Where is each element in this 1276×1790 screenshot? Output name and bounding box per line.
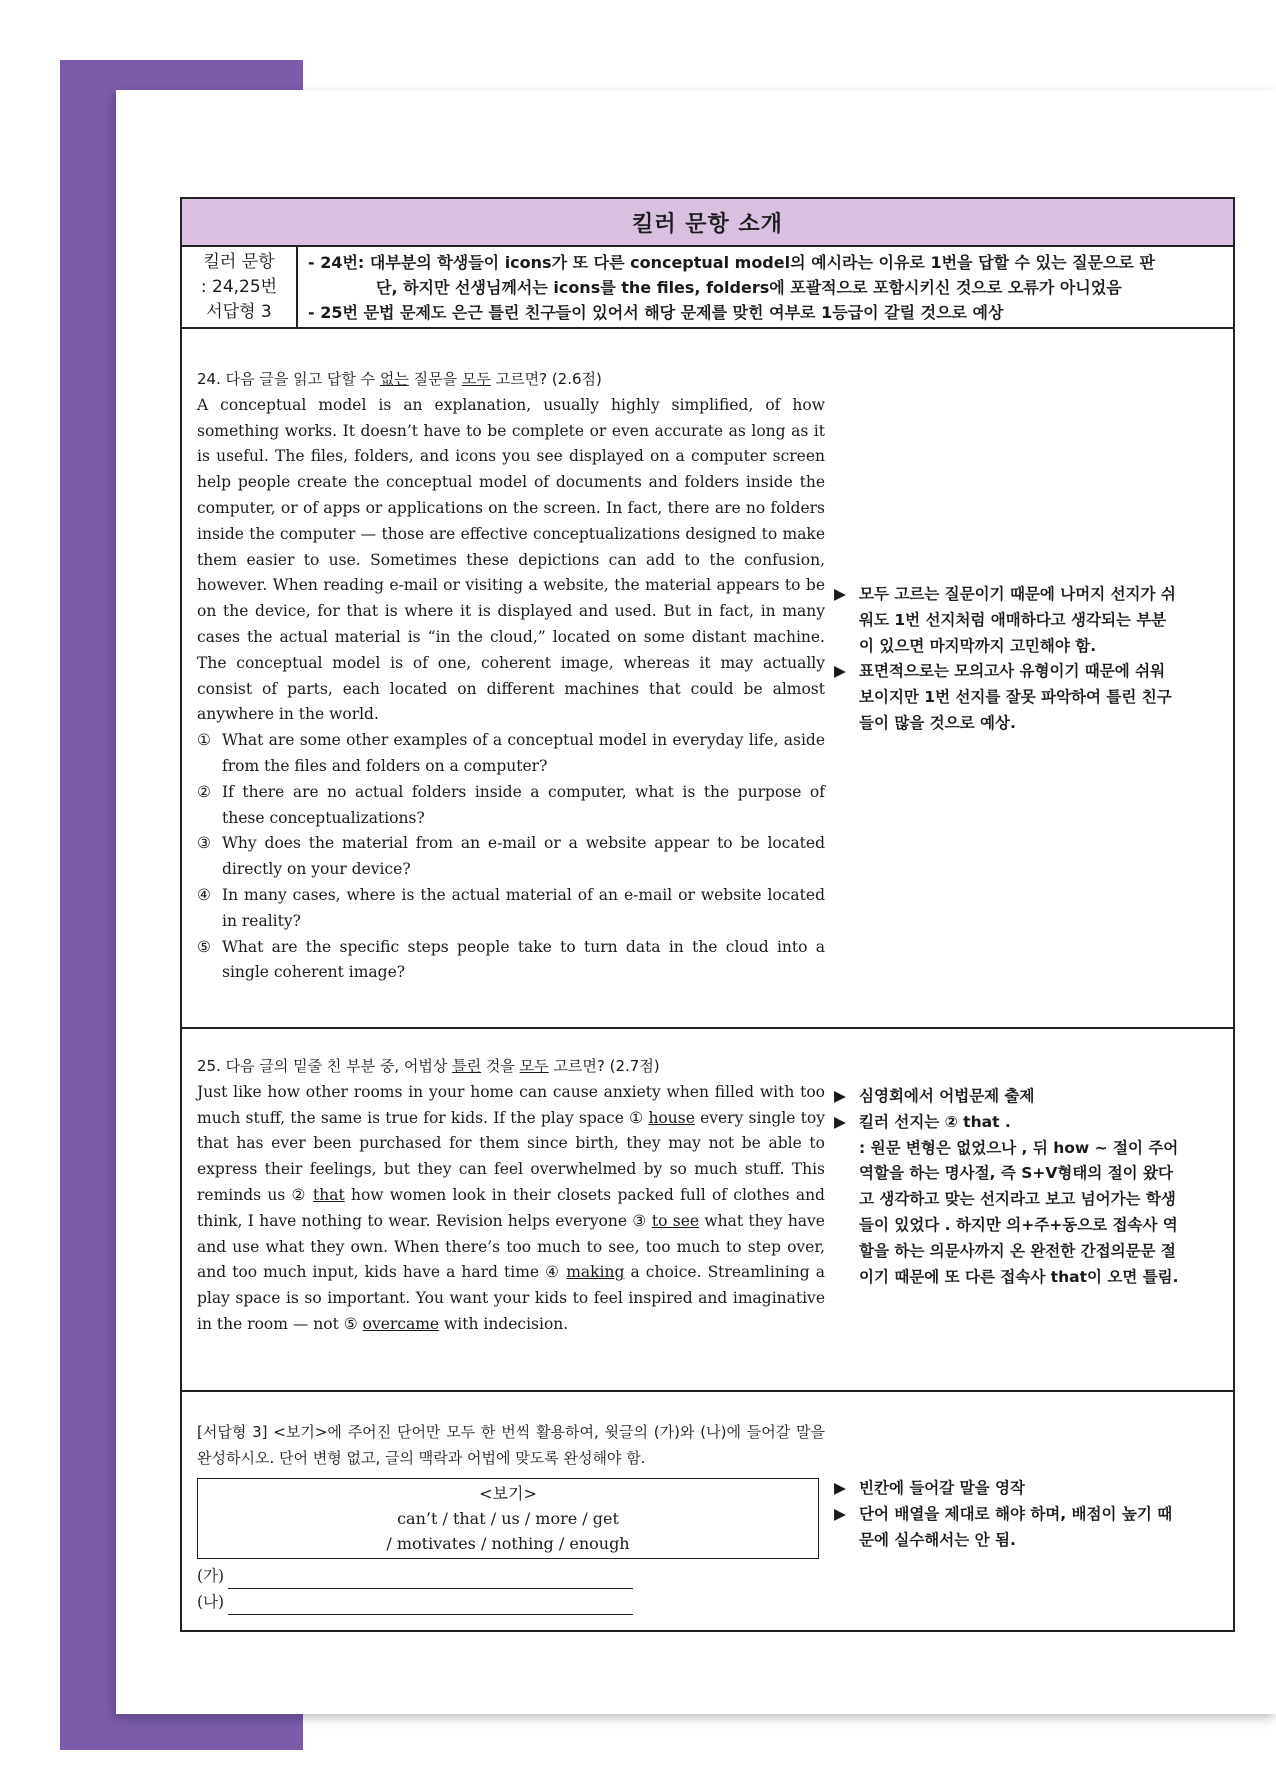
note-text: : 원문 변형은 없었으나 , 뒤 how ~ 절이 주어 역할을 하는 명사절, 즉 S+V형태의 절이 왔다고 생각하고 맞는 선지라고 보고 넘어가는 학생들이 있었다 . 하지만 의+주+동으로 접속사 역할을 하는 의문사까지 온 완전한 간접의문문 절이기 때문에 또 다른 접속사 that이 오면 틀림.	[859, 1138, 1179, 1286]
passage-text: a choice. Streamlining a play space is so important. You want your kids to feel inspired and imaginative in the room — not ⑤	[197, 1263, 825, 1333]
note-text: 모두 고르는 질문이기 때문에 나머지 선지가 쉬워도 1번 선지처럼 애매하다고 생각되는 부분이 있으면 마지막까지 고민해야 함.	[859, 585, 1176, 655]
option-4	[197, 883, 825, 935]
triangle-bullet-icon: ▶	[834, 1504, 846, 1523]
question-24-column	[197, 367, 825, 986]
option-text: If there are no actual folders inside a computer, what is the purpose of these conceptualizations?	[222, 782, 825, 827]
option-1	[197, 728, 825, 780]
note-item	[834, 1084, 1179, 1110]
passage-text: with indecision.	[439, 1314, 569, 1333]
option-text: What are some other examples of a conceptual model in everyday life, aside from the files and folders on a computer?	[222, 731, 825, 775]
note-text: 빈칸에 들어갈 말을 영작	[859, 1479, 1025, 1497]
note-text: 킬러 선지는 ② that .	[859, 1112, 1011, 1131]
question-25-notes	[834, 1084, 1179, 1290]
option-3	[197, 831, 825, 883]
short-answer-3-section	[182, 1392, 1233, 1634]
option-5	[197, 935, 825, 987]
answer-blank-a	[197, 1563, 825, 1589]
underlined-choice: overcame	[362, 1314, 440, 1333]
triangle-bullet-icon: ▶	[834, 662, 846, 681]
title-text: 25. 다음 글의 밑줄 친 부분 중, 어법상	[197, 1057, 453, 1075]
question-25-passage	[197, 1080, 825, 1338]
option-text: What are the specific steps people take to turn data in the cloud into a single coherent image?	[222, 937, 825, 982]
intro-line: 단, 하지만 선생님께서는 icons를 the files, folders에 포괄적으로 포함시키신 것으로 오류가 아니었음	[376, 278, 1122, 297]
title-underlined: 모두	[461, 370, 491, 388]
content-frame	[180, 197, 1235, 1632]
note-item	[834, 659, 1179, 736]
underlined-choice: house	[648, 1108, 695, 1127]
passage-text: what they have and use what they own. When there’s too much to see, too much to step over, and too much input, kids have a hard time ④	[197, 1211, 825, 1282]
note-text: 심영회에서 어법문제 출제	[859, 1087, 1035, 1105]
title-underlined: 없는	[379, 370, 409, 388]
word-bank-line: / motivates / nothing / enough	[386, 1533, 630, 1553]
note-item	[834, 1476, 1179, 1502]
option-2	[197, 780, 825, 832]
option-text: In many cases, where is the actual material of an e-mail or website located in reality?	[222, 885, 825, 930]
underlined-choice: making	[566, 1263, 625, 1282]
title-text: 질문을	[408, 370, 462, 388]
underlined-choice: to see	[651, 1211, 700, 1230]
short-answer-3-instruction: [서답형 3] <보기>에 주어진 단어만 모두 한 번씩 활용하여, 윗글의 (가)와 (나)에 들어갈 말을 완성하시오. 단어 변형 없고, 글의 맥락과 어법에 맞도록 완성해야 함.	[197, 1423, 825, 1467]
option-text: Why does the material from an e-mail or a website appear to be located directly on your device?	[222, 834, 825, 879]
blank-label: (나)	[197, 1592, 225, 1611]
word-bank-title: <보기>	[479, 1483, 537, 1503]
note-item	[834, 1136, 1179, 1291]
title-text: 고르면? (2.6점)	[490, 370, 602, 388]
intro-label-line: 서답형 3	[206, 301, 272, 322]
page-title: 킬러 문항 소개	[182, 199, 1233, 247]
passage-text: every single toy that has ever been purchased for them since birth, they may not be able to express their feelings, but they can feel overwhelmed by so much stuff. This reminds us ②	[197, 1108, 825, 1204]
underlined-choice: that	[313, 1185, 345, 1204]
intro-line: - 24번: 대부분의 학생들이 icons가 또 다른 conceptual model의 예시라는 이유로 1번을 답할 수 있는 질문으로 판	[308, 253, 1155, 272]
option-number: ④	[197, 885, 211, 904]
title-text: 고르면? (2.7점)	[548, 1057, 660, 1075]
word-bank-line: can’t / that / us / more / get	[397, 1508, 619, 1528]
short-answer-3-column	[197, 1420, 825, 1615]
intro-label	[182, 247, 298, 327]
document-page	[116, 90, 1276, 1714]
option-number: ①	[197, 731, 211, 750]
title-text: 24. 다음 글을 읽고 답할 수	[197, 370, 380, 388]
title-text: 것을	[481, 1057, 520, 1075]
answer-line	[228, 1596, 633, 1615]
triangle-bullet-icon: ▶	[834, 1112, 846, 1131]
triangle-bullet-icon: ▶	[834, 1087, 846, 1105]
title-underlined: 모두	[519, 1057, 549, 1075]
option-number: ②	[197, 782, 211, 801]
intro-label-line: 킬러 문항	[203, 251, 275, 272]
question-24-notes	[834, 582, 1179, 737]
blank-label: (가)	[197, 1566, 225, 1585]
intro-body	[298, 247, 1233, 327]
question-24-section	[182, 329, 1233, 1029]
note-text: 표면적으로는 모의고사 유형이기 때문에 쉬워보이지만 1번 선지를 잘못 파악하여 틀린 친구들이 많을 것으로 예상.	[859, 662, 1172, 732]
question-25-column	[197, 1054, 825, 1338]
passage-text: Just like how other rooms in your home can cause anxiety when filled with too much stuff, the same is true for kids. If the play space ①	[197, 1082, 825, 1127]
note-bullet-spacer	[834, 1136, 859, 1291]
note-text: 단어 배열을 제대로 해야 하며, 배점이 높기 때문에 실수해서는 안 됨.	[859, 1504, 1173, 1549]
answer-line	[228, 1570, 633, 1589]
question-24-title	[197, 367, 825, 393]
title-underlined: 틀린	[452, 1057, 482, 1075]
triangle-bullet-icon: ▶	[834, 585, 846, 603]
question-25-title	[197, 1054, 825, 1080]
intro-row	[182, 247, 1233, 329]
intro-line: - 25번 문법 문제도 은근 틀린 친구들이 있어서 해당 문제를 맞힌 여부로 1등급이 갈릴 것으로 예상	[308, 303, 1004, 322]
answer-blank-b	[197, 1589, 825, 1615]
word-bank-box	[197, 1478, 819, 1559]
intro-label-line: : 24,25번	[200, 276, 278, 297]
option-number: ⑤	[197, 937, 211, 956]
question-25-section	[182, 1029, 1233, 1392]
short-answer-3-notes	[834, 1476, 1179, 1553]
option-number: ③	[197, 834, 211, 853]
passage-text: how women look in their closets packed full of clothes and think, I have nothing to wear. Revision helps everyone ③	[197, 1185, 825, 1230]
question-24-passage: A conceptual model is an explanation, usually highly simplified, of how something works. It doesn’t have to be complete or even accurate as long as it is useful. The files, folders, and icons you see displayed on a computer screen help people create the conceptual model of documents and folders inside the computer, or of apps or applications on the screen. In fact, there are no folders inside the computer — those are effective conceptualizations designed to make them easier to use. Sometimes these depictions can add to the confusion, however. When reading e-mail or visiting a website, the material appears to be on the device, for that is where it is displayed and used. But in fact, in many cases the actual material is “in the cloud,” located on some distant machine. The conceptual model is of one, coherent image, whereas it may actually consist of parts, each located on different machines that could be almost anywhere in the world.	[197, 395, 825, 724]
note-item	[834, 582, 1179, 659]
triangle-bullet-icon: ▶	[834, 1479, 846, 1497]
note-item	[834, 1502, 1179, 1554]
note-item	[834, 1110, 1179, 1136]
